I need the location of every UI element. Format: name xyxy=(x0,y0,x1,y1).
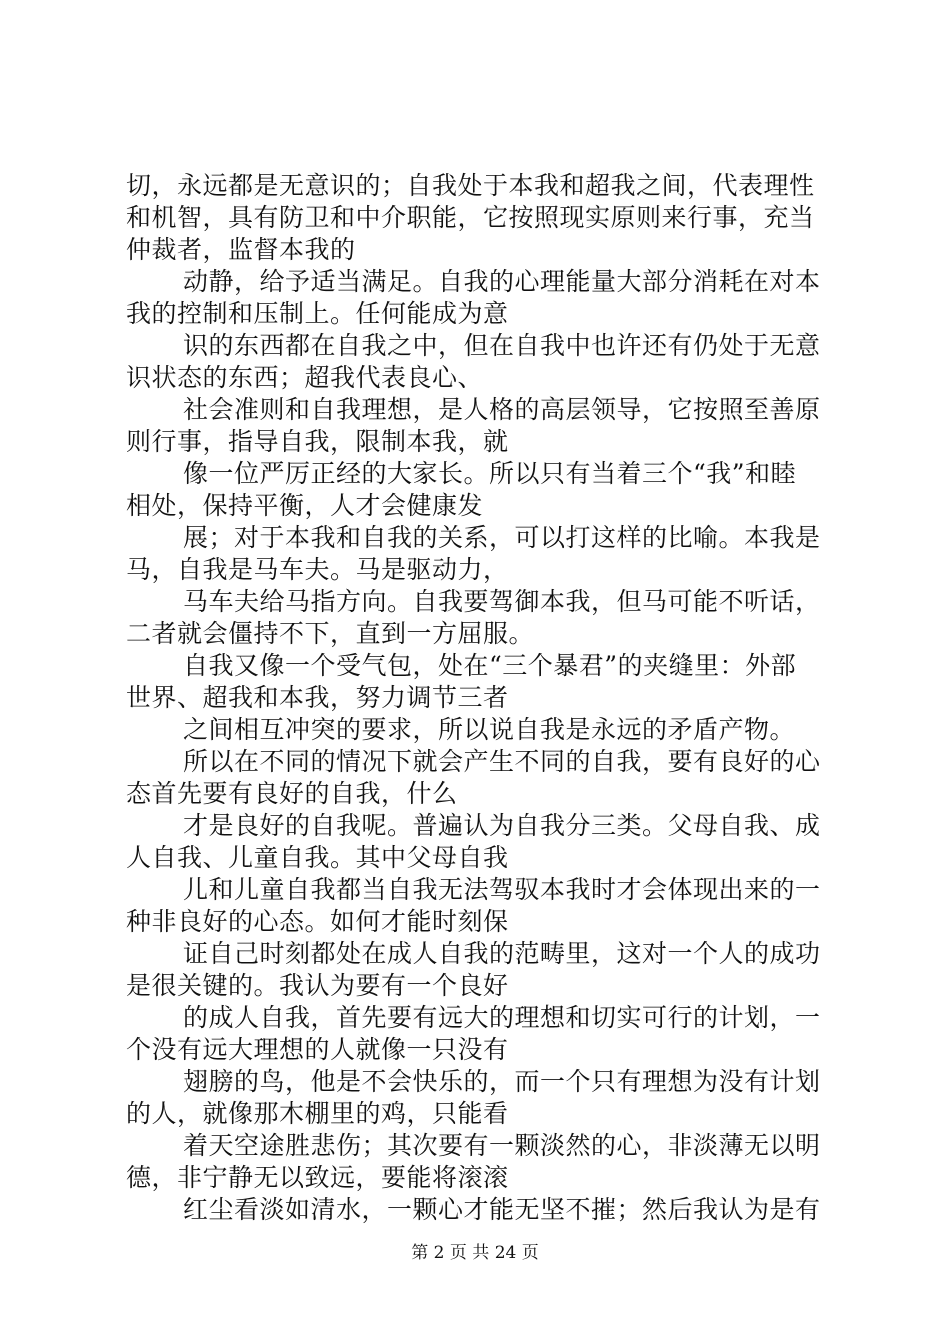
text-line: 识的东西都在自我之中，但在自我中也许还有仍处于无意 xyxy=(183,331,821,360)
text-line: 德，非宁静无以致远，要能将滚滚 xyxy=(126,1163,509,1192)
text-line: 证自己时刻都处在成人自我的范畴里，这对一个人的成功 xyxy=(183,939,821,968)
text-line: 所以在不同的情况下就会产生不同的自我，要有良好的心 xyxy=(183,747,821,776)
page-number-footer: 第 2 页 共 24 页 xyxy=(411,1243,539,1263)
text-line: 态首先要有良好的自我，什么 xyxy=(126,779,458,808)
text-line: 自我又像一个受气包，处在“三个暴君”的夹缝里：外部 xyxy=(183,651,797,680)
text-line: 动静，给予适当满足。自我的心理能量大部分消耗在对本 xyxy=(183,267,821,296)
text-line: 社会准则和自我理想，是人格的高层领导，它按照至善原 xyxy=(183,395,821,424)
text-line: 则行事，指导自我，限制本我，就 xyxy=(126,427,509,456)
text-line: 人自我、儿童自我。其中父母自我 xyxy=(126,843,509,872)
text-line: 种非良好的心态。如何才能时刻保 xyxy=(126,907,509,936)
text-line: 马车夫给马指方向。自我要驾御本我，但马可能不听话， xyxy=(183,587,821,616)
text-line: 仲裁者，监督本我的 xyxy=(126,235,356,264)
text-line: 马，自我是马车夫。马是驱动力， xyxy=(126,555,509,584)
text-line: 二者就会僵持不下，直到一方屈服。 xyxy=(126,619,535,648)
body-text xyxy=(126,170,836,1226)
text-line: 相处，保持平衡，人才会健康发 xyxy=(126,491,484,520)
text-line: 我的控制和压制上。任何能成为意 xyxy=(126,299,509,328)
text-line: 展；对于本我和自我的关系，可以打这样的比喻。本我是 xyxy=(183,523,821,552)
text-line: 世界、超我和本我，努力调节三者 xyxy=(126,683,509,712)
text-line: 识状态的东西；超我代表良心、 xyxy=(126,363,484,392)
text-line: 像一位严厉正经的大家长。所以只有当着三个“我”和睦 xyxy=(183,459,797,488)
text-line: 儿和儿童自我都当自我无法驾驭本我时才会体现出来的一 xyxy=(183,875,821,904)
text-line: 着天空途胜悲伤；其次要有一颗淡然的心，非淡薄无以明 xyxy=(183,1131,821,1160)
text-line: 红尘看淡如清水，一颗心才能无坚不摧；然后我认为是有 xyxy=(183,1195,821,1224)
text-line: 和机智，具有防卫和中介职能，它按照现实原则来行事，充当 xyxy=(126,203,815,232)
text-line: 是很关键的。我认为要有一个良好 xyxy=(126,971,509,1000)
text-line: 的成人自我，首先要有远大的理想和切实可行的计划，一 xyxy=(183,1003,821,1032)
text-line: 之间相互冲突的要求，所以说自我是永远的矛盾产物。 xyxy=(183,715,796,744)
text-line: 个没有远大理想的人就像一只没有 xyxy=(126,1035,509,1064)
text-line: 的人，就像那木棚里的鸡，只能看 xyxy=(126,1099,509,1128)
text-line: 才是良好的自我呢。普遍认为自我分三类。父母自我、成 xyxy=(183,811,821,840)
text-line: 切，永远都是无意识的；自我处于本我和超我之间，代表理性 xyxy=(126,171,815,200)
text-line: 翅膀的鸟，他是不会快乐的，而一个只有理想为没有计划 xyxy=(183,1067,821,1096)
